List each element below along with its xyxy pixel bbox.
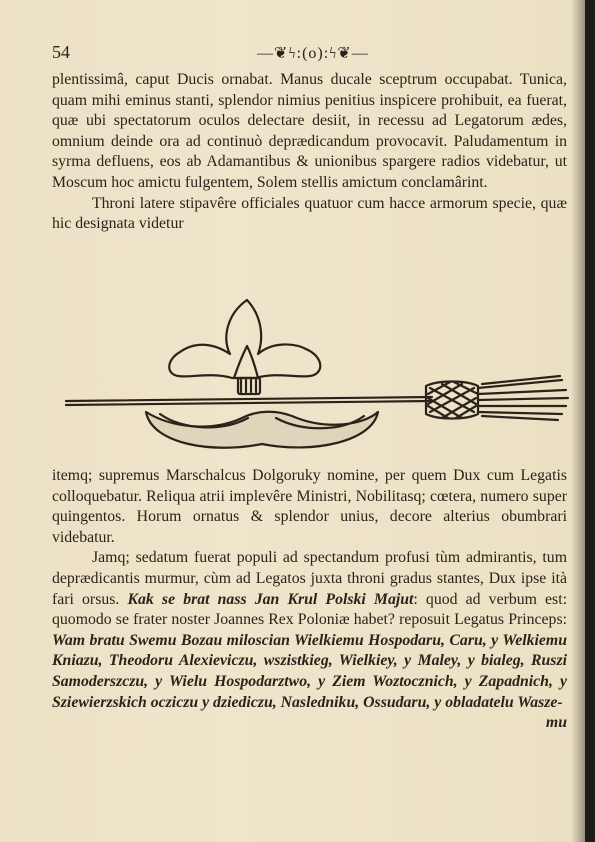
ruthenian-greeting: Kak se brat nass Jan Krul Polski Majut <box>127 590 414 608</box>
paragraph-4-text-a: Jamq; sedatum fuerat populi ad spectandum profusi tùm admirantis, tum deprædicantis murmur, cùm ad Legatos juxta throni gradus stantes, Dux ipse ità fari orsus. <box>52 549 567 608</box>
text-block-upper <box>52 70 567 235</box>
paragraph-4-text-b: : quod ad verbum est: quomodo se frater noster Joannes Rex Poloniæ habet? reposuit Legatus Princeps: <box>52 590 567 629</box>
page-number: 54 <box>52 42 70 62</box>
paragraph-4 <box>52 548 567 713</box>
header-ornament: —❦ϟ:(o):ϟ❦— <box>257 45 369 62</box>
page-edge-shadow <box>571 0 585 842</box>
halberd-bardiche-icon <box>62 294 572 464</box>
catchword: mu <box>545 714 567 732</box>
text-block-lower <box>52 466 567 734</box>
paragraph-2: Throni latere stipavêre officiales quatuor cum hacce armorum specie, quæ hic designata videtur <box>52 194 567 233</box>
paragraph-3: itemq; supremus Marschalcus Dolgoruky nomine, per quem Dux cum Legatis colloquebatur. Reliqua atrii implevêre Ministri, Nobilitasq; cœtera, numero super quingentos. Horum ornatus & splendor unius, decore alterius obumbrari videbatur. <box>52 467 567 546</box>
page-header <box>52 42 555 66</box>
ruthenian-reply: Wam bratu Swemu Bozau miloscian Wielkiemu Hospodaru, Caru, y Welkiemu Kniazu, Theodoru Alexieviczu, wszistkieg, Wielkiey, y Maley, y bialeg, Ruszi Samoderszczu, y Wielu Hospodarztwo, y Ziem Woztocznich, y Zapadnich, y Sziewierzskich ocziczu y dziediczu, Nasledniku, Ossudaru, y obladatelu Wasze- <box>52 631 567 711</box>
paragraph-1: plentissimâ, caput Ducis ornabat. Manus ducale sceptrum occupabat. Tunica, quam mihi eminus stanti, splendor nimius penitius inspicere prohibuit, ea fuerat, quæ ubi spectatorum oculos delectare desiit, in recessu ad Legatorum ædes, omnium deinde ora ad continuò deprædicandum provocavit. Paludamentum in syrma defluens, eos ab Adamantibus & unionibus spargere radios videbatur, ut Moscum hoc amictu fulgentem, Solem stellis amictum conclamârint. <box>52 71 567 191</box>
